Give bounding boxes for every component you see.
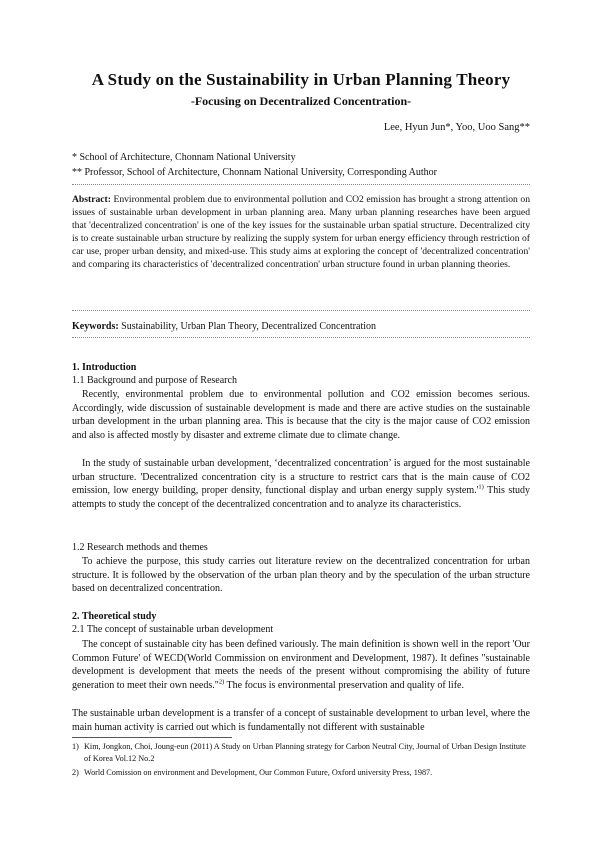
author-line: Lee, Hyun Jun*, Yoo, Uoo Sang** bbox=[383, 122, 530, 133]
paragraph-4-tail: The focus is environmental preservation and quality of life. bbox=[224, 680, 464, 692]
paragraph-3: To achieve the purpose, this study carries out literature review on the decentralized concentration for urban structure. It is followed by the observation of the urban plan theory and by the speculation of the urban structure based on decentralized concentration. bbox=[72, 556, 530, 595]
keywords-text: Sustainability, Urban Plan Theory, Decentralized Concentration bbox=[118, 321, 377, 332]
section-heading-introduction: 1. Introduction bbox=[72, 362, 137, 373]
paragraph-1: Recently, environmental problem due to environmental pollution and CO2 emission becomes serious. Accordingly, wide discussion of sustainable development is made and there are active studies on the sustainable urban development in the urban planning area. This is because that the city is the major cause of CO2 emission and also is affected mostly by disaster and extreme climate due to climate change. bbox=[72, 389, 530, 442]
paragraph-2 bbox=[72, 457, 530, 512]
dotted-divider bbox=[72, 310, 530, 311]
footnote-2-text: World Comission on environment and Development, Our Common Future, Oxford university Press, 1987. bbox=[84, 768, 433, 777]
paper-subtitle: -Focusing on Decentralized Concentration- bbox=[190, 94, 412, 108]
section-heading-theoretical: 2. Theoretical study bbox=[72, 611, 157, 622]
paragraph-2-tail: This study attempts to study the concept of the decentralized concentration and to analyze its characteristics. bbox=[72, 485, 530, 511]
keywords-label: Keywords: bbox=[72, 321, 119, 332]
paragraph-4-text: The concept of sustainable city has been defined variously. The main definition is shown well in the report 'Our Common Future' of WECD(World Commission on environment and Development, 1987). It defines "sustainable development is development that meets the needs of the present without compromising the ability of future generation to meet their own needs." bbox=[72, 639, 530, 692]
footnote-ref-1: 1) bbox=[478, 484, 484, 492]
paper-title: A Study on the Sustainability in Urban Planning Theory bbox=[91, 70, 511, 89]
paragraph-4 bbox=[72, 638, 530, 693]
footnote-1-number: 1) bbox=[72, 742, 79, 751]
paragraph-5: The sustainable urban development is a transfer of a concept of sustainable development to urban level, where the main human activity is carried out which is fundamentally not different with sustainable bbox=[72, 708, 530, 733]
subsection-heading-concept: 2.1 The concept of sustainable urban development bbox=[72, 624, 274, 635]
abstract-block bbox=[72, 193, 530, 271]
footnote-1 bbox=[72, 741, 530, 764]
abstract-label: Abstract: bbox=[72, 194, 111, 205]
keywords-block bbox=[72, 321, 376, 332]
dotted-divider bbox=[72, 337, 530, 338]
subsection-heading-methods: 1.2 Research methods and themes bbox=[72, 542, 208, 553]
affiliation-2: ** Professor, School of Architecture, Chonnam National University, Corresponding Author bbox=[72, 167, 438, 178]
footnote-rule bbox=[72, 737, 232, 738]
paragraph-2-text: In the study of sustainable urban development, ‘decentralized concentration’ is argued for the most sustainable urban structure. 'Decentralized concentration city is a structure to restrict cars that is the main cause of CO2 emission, low energy building, proper density, functional display and urban energy supply system.' bbox=[72, 458, 530, 497]
footnote-2 bbox=[72, 767, 530, 779]
subsection-heading-background: 1.1 Background and purpose of Research bbox=[72, 375, 237, 386]
abstract-text: Environmental problem due to environmental pollution and CO2 emission has brought a strong attention on issues of sustainable urban development in urban planning area. Many urban planning researches have been argued that 'decentralized concentration' is one of the key issues for the sustainable urban spatial structure. Decentralized city is to create sustainable urban structure by realizing the supply system for urban energy efficiency through restriction of car use, proper urban density, and mixed-use. This study aims at exploring the concept of 'decentralized concentration' and comparing its characteristics of 'decentralized concentration' urban structure found in urban planning theories. bbox=[72, 194, 530, 270]
affiliation-1: * School of Architecture, Chonnam National University bbox=[72, 152, 296, 163]
footnote-1-text: Kim, Jongkon, Choi, Joung-eun (2011) A Study on Urban Planning strategy for Carbon Neutral City, Journal of Urban Design Institute of Korea Vol.12 No.2 bbox=[84, 742, 526, 763]
dotted-divider bbox=[72, 184, 530, 185]
footnote-2-number: 2) bbox=[72, 768, 79, 777]
footnote-ref-2: 2) bbox=[218, 678, 225, 686]
